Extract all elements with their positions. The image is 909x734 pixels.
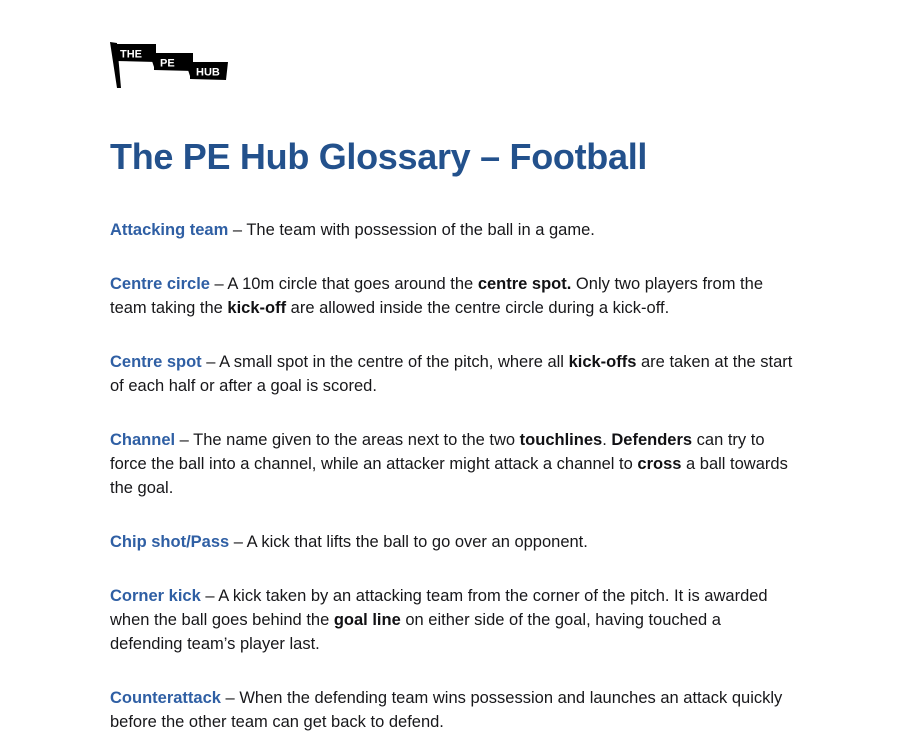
glossary-term: Channel bbox=[110, 431, 176, 449]
glossary-definition-text: When the defending team wins possession and launches an attack quickly before the other team can get back to defend. bbox=[110, 689, 783, 731]
glossary-definition-text: The team with possession of the ball in a game. bbox=[246, 221, 595, 239]
glossary-separator: – bbox=[175, 431, 194, 449]
logo-flag-icon bbox=[108, 40, 228, 90]
logo-text-hub: HUB bbox=[196, 66, 220, 79]
glossary-term: Corner kick bbox=[110, 587, 201, 605]
glossary-entry bbox=[110, 218, 795, 242]
glossary-separator: – bbox=[220, 689, 240, 707]
glossary-separator: – bbox=[200, 587, 219, 605]
glossary-definition-text: A 10m circle that goes around the bbox=[227, 275, 478, 293]
glossary-keyword: centre spot. bbox=[477, 275, 572, 293]
glossary-definition-text: A kick that lifts the ball to go over an opponent. bbox=[246, 533, 588, 551]
glossary-entry bbox=[110, 686, 795, 734]
glossary-term: Attacking team bbox=[110, 221, 229, 239]
glossary-definition-text: on either side of the goal, having touched a defending team’s player last. bbox=[110, 611, 721, 653]
glossary-keyword: cross bbox=[637, 455, 682, 473]
glossary-separator: – bbox=[229, 533, 247, 551]
glossary-keyword: touchlines bbox=[519, 431, 603, 449]
glossary-separator: – bbox=[228, 221, 247, 239]
logo-text-pe: PE bbox=[160, 57, 175, 70]
glossary-definition-text: a ball towards the goal. bbox=[110, 455, 788, 497]
glossary-entry bbox=[110, 584, 795, 656]
glossary-list bbox=[110, 218, 795, 734]
glossary-term: Centre spot bbox=[110, 353, 202, 371]
glossary-entry bbox=[110, 530, 795, 554]
glossary-entry bbox=[110, 272, 795, 320]
glossary-definition-text: . bbox=[602, 431, 612, 449]
glossary-term: Centre circle bbox=[110, 275, 210, 293]
glossary-separator: – bbox=[209, 275, 228, 293]
glossary-term: Chip shot/Pass bbox=[110, 533, 230, 551]
glossary-definition-text: can try to force the ball into a channel, while an attacker might attack a channel to bbox=[110, 431, 765, 473]
logo-text-the: THE bbox=[120, 48, 142, 61]
glossary-definition-text: are taken at the start of each half or after a goal is scored. bbox=[110, 353, 793, 395]
glossary-keyword: Defenders bbox=[611, 431, 693, 449]
glossary-keyword: goal line bbox=[333, 611, 401, 629]
glossary-definition-text: A kick taken by an attacking team from the corner of the pitch. It is awarded when the ball goes behind the bbox=[110, 587, 768, 629]
page-title: The PE Hub Glossary – Football bbox=[110, 136, 648, 177]
glossary-separator: – bbox=[201, 353, 220, 371]
glossary-keyword: kick-off bbox=[227, 299, 287, 317]
glossary-keyword: kick-offs bbox=[568, 353, 637, 371]
glossary-definition-text: Only two players from the team taking the bbox=[110, 275, 763, 317]
glossary-entry bbox=[110, 428, 795, 500]
glossary-definition-text: The name given to the areas next to the two bbox=[193, 431, 520, 449]
glossary-definition-text: A small spot in the centre of the pitch, where all bbox=[219, 353, 569, 371]
glossary-term: Counterattack bbox=[110, 689, 221, 707]
the-pe-hub-logo bbox=[108, 40, 228, 90]
glossary-definition-text: are allowed inside the centre circle during a kick-off. bbox=[286, 299, 670, 317]
glossary-entry bbox=[110, 350, 795, 398]
